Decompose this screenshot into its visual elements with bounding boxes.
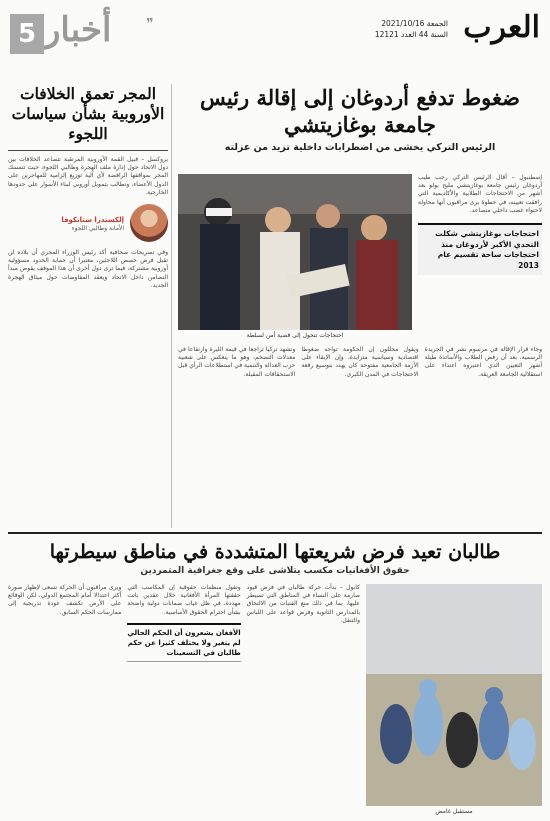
issue-number: السنة 44 العدد 12121 — [374, 30, 448, 39]
afghan-women-photo-illustration — [366, 584, 542, 806]
pull-quote — [418, 223, 542, 275]
main-story-columns — [178, 346, 542, 379]
author-role: الأمانة وطالبي اللجوء — [71, 224, 124, 232]
main-story-body-col-2: ويقول محللون إن الحكومة تواجه ضغوطا اقتصادية وسياسية متزايدة، وإن الإبقاء على الأزمة الجامعية مفتوحة كان يهدد بتوسيع رقعة الاحتجاجات في المدن الكبرى. — [301, 346, 419, 378]
author-box — [8, 204, 168, 242]
protest-photo-illustration — [178, 174, 412, 330]
left-story-headline[interactable]: المجر تعمق الخلافات الأوروبية بشأن سياسات اللجوء — [11, 84, 165, 143]
pull-quote-text: احتجاجات بوغازيتشي شكلت التحدي الأكبر لأردوغان منذ احتجاجات ساحة تقسيم عام 2013 — [435, 229, 539, 270]
left-story-body-continued: وفي تصريحات صحافية أكد رئيس الوزراء المجري أن بلاده لن تقبل فرض حصص اللاجئين، معتبرا أن حماية الحدود مسؤولية أوروبية مشتركة، فيما ترى دول أخرى أن هذا الموقف يقوض مبدأ التضامن داخل الاتحاد ويعقد المفاوضات حول ميثاق الهجرة الجديد. — [8, 249, 168, 289]
main-story-subheadline: الرئيس التركي يخشى من اضطرابات داخلية تزيد من عزلته — [224, 142, 496, 153]
author-name: إلكسندرا ستانكوفا — [61, 215, 124, 224]
issue-info — [375, 18, 448, 40]
main-story-lead-column — [418, 174, 542, 275]
left-story — [8, 84, 168, 528]
issue-date: الجمعة 2021/10/16 — [381, 19, 448, 28]
main-story-body-col-1: وجاء قرار الإقالة في مرسوم نشر في الجريدة الرسمية، بعد أن رفض الطلاب والأساتذة طيلة أشهر التعيين الذي اعتبروه اعتداء على استقلالية الجامعة العريقة. — [424, 346, 542, 378]
page-number: 5 — [10, 14, 44, 54]
bottom-story-headline[interactable]: طالبان تعيد فرض شريعتها المتشددة في مناطق سيطرتها — [49, 541, 501, 563]
author-photo — [130, 204, 168, 242]
main-story-lead: إسطنبول – أقال الرئيس التركي رجب طيب أردوغان رئيس جامعة بوغازيتشي مليح بولو بعد أشهر من الاحتجاجات الطلابية والأكاديمية التي رافقت تعيينه، في خطوة يرى مراقبون أنها محاولة لاحتواء غضب داخلي متصاعد. — [418, 174, 542, 214]
divider — [8, 150, 168, 151]
bottom-story-body-col-1: كابول – بدأت حركة طالبان في فرض قيود صارمة على النساء في المناطق التي تسيطر عليها، بما في ذلك منع الفتيات من الالتحاق بالمدارس الثانوية وفرض قواعد على اللباس والتنقل. — [246, 584, 360, 624]
bottom-story-body-col-2: وتقول منظمات حقوقية إن المكاسب التي حققتها المرأة الأفغانية خلال عقدين باتت مهددة، في ظل غياب ضمانات دولية واضحة بشأن احترام الحقوق الأساسية. — [127, 584, 241, 616]
quote-mark-icon: ❞ — [146, 16, 154, 32]
main-story — [178, 84, 542, 378]
section-divider — [8, 532, 542, 534]
bottom-story-columns — [8, 584, 360, 816]
afghan-women-photo — [366, 584, 542, 806]
bottom-pull-quote-text: الأفغان يشعرون أن الحكم الحالي لم يتغير ولا يختلف كثيرا عن حكم طالبان في التسعينات — [127, 628, 241, 657]
main-story-body-col-3: وتشهد تركيا تراجعا في قيمة الليرة وارتفاعا في معدلات التضخم، وهو ما ينعكس على شعبية حزب العدالة والتنمية في استطلاعات الرأي قبل الاستحقاقات المقبلة. — [178, 346, 296, 378]
main-photo-caption: احتجاجات تتحول إلى قضية أمن لسلطة — [246, 332, 344, 339]
bottom-story — [8, 584, 542, 816]
section-title: أخبار — [44, 10, 112, 50]
column-divider — [171, 84, 172, 528]
bottom-story-col-2 — [127, 584, 240, 816]
left-story-body: بروكسل – قبيل القمة الأوروبية المرتقبة تتصاعد الخلافات بين دول الاتحاد حول إدارة ملف الهجرة وطالبي اللجوء، حيث تتمسك المجر بمواقفها الرافضة لأي آلية توزيع إلزامية للمهاجرين على الدول الأعضاء، وتطالب بتمويل أوروبي لبناء الأسوار على حدودها الخارجية. — [8, 156, 168, 196]
bottom-story-subheadline: حقوق الأفغانيات مكسب يتلاشى على وقع جغرافية المتمردين — [140, 566, 410, 576]
bottom-story-body-col-3: ويرى مراقبون أن الحركة تسعى لإظهار صورة أكثر اعتدالا أمام المجتمع الدولي، لكن الوقائع على الأرض تكشف عودة تدريجية إلى ممارسات الحكم السابق. — [8, 584, 122, 616]
masthead — [10, 8, 540, 66]
main-story-headline[interactable]: ضغوط تدفع أردوغان إلى إقالة رئيس جامعة بوغازيتشي — [200, 85, 520, 137]
newspaper-logo[interactable]: العرب — [463, 10, 540, 45]
bottom-pull-quote — [127, 623, 240, 662]
protest-photo — [178, 174, 412, 330]
bottom-photo-caption: مستقبل غامض — [435, 808, 473, 815]
